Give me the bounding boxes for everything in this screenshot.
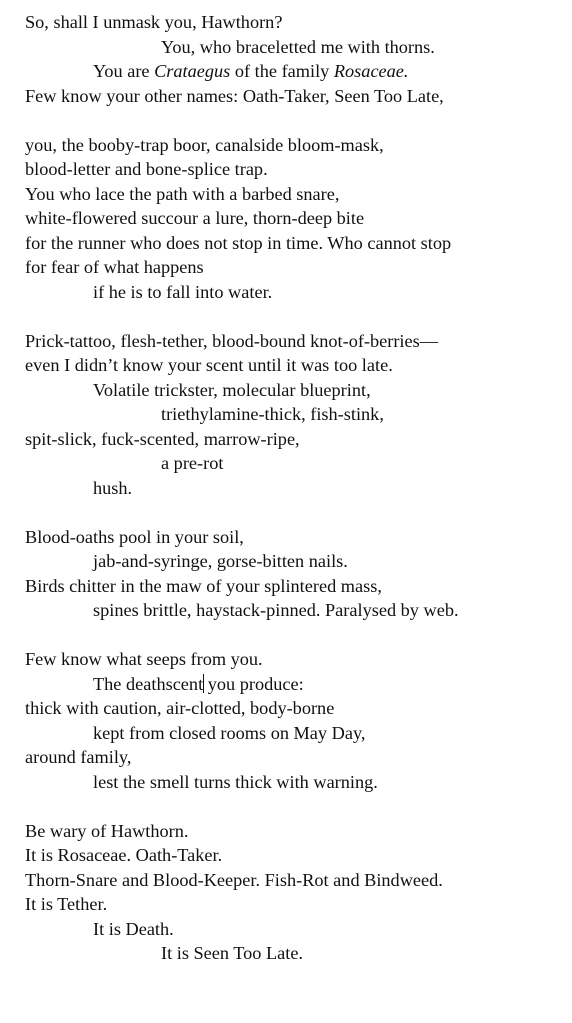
line-text: The deathscent	[93, 673, 204, 694]
poem-line	[25, 451, 570, 476]
line-text: for fear of what happens	[25, 257, 204, 277]
poem-line	[25, 231, 570, 256]
line-text: spines brittle, haystack-pinned. Paralysed by web.	[93, 600, 459, 620]
line-text: You, who braceletted me with thorns.	[161, 36, 435, 57]
poem-line	[25, 402, 570, 427]
poem-line	[25, 745, 570, 770]
line-text: You who lace the path with a barbed snare,	[25, 183, 340, 204]
line-text: lest the smell turns thick with warning.	[93, 771, 378, 792]
line-text: It is Seen Too Late.	[161, 943, 304, 963]
poem-line	[25, 868, 570, 893]
stanza	[25, 525, 570, 623]
poem-line	[25, 206, 570, 231]
stanza-break	[25, 304, 570, 329]
stanza-break	[25, 500, 570, 525]
poem-line	[25, 182, 570, 207]
poem-line	[25, 329, 570, 354]
line-text: you, the booby-trap boor, canalside bloom-mask,	[25, 134, 384, 155]
poem-line	[25, 941, 570, 966]
poem-line	[25, 598, 570, 623]
poem-line	[25, 672, 570, 697]
poem-line	[25, 843, 570, 868]
poem-line	[25, 353, 570, 378]
poem-line	[25, 35, 570, 60]
line-text: spit-slick, fuck-scented, marrow-ripe,	[25, 428, 300, 449]
poem-line	[25, 378, 570, 403]
poem-line	[25, 525, 570, 550]
line-text: kept from closed rooms on May Day,	[93, 722, 366, 743]
poem-line	[25, 59, 570, 84]
italic-term: Rosaceae.	[333, 61, 409, 81]
poem-line	[25, 770, 570, 795]
line-text: It is Death.	[93, 918, 174, 939]
stanza-break	[25, 623, 570, 648]
line-text: triethylamine-thick, fish-stink,	[161, 404, 384, 424]
poem-line	[25, 721, 570, 746]
line-text: Prick-tattoo, flesh-tether, blood-bound knot-of-berries—	[25, 330, 439, 351]
poem-line	[25, 255, 570, 280]
line-text: Few know your other names: Oath-Taker, Seen Too Late,	[25, 85, 444, 106]
line-text: Blood-oaths pool in your soil,	[25, 526, 244, 547]
line-text: you produce:	[203, 673, 304, 694]
line-text: jab-and-syringe, gorse-bitten nails.	[93, 551, 348, 571]
line-text: even I didn’t know your scent until it was too late.	[25, 355, 393, 375]
stanza	[25, 819, 570, 966]
poem-line	[25, 427, 570, 452]
line-text: So, shall I unmask you, Hawthorn?	[25, 12, 283, 32]
line-text: of the family	[230, 61, 334, 81]
poem-body	[25, 10, 570, 966]
poem-line	[25, 549, 570, 574]
stanza	[25, 10, 570, 108]
poem-line	[25, 476, 570, 501]
line-text: Birds chitter in the maw of your splintered mass,	[25, 575, 382, 596]
line-text: a pre-rot	[161, 453, 224, 473]
poem-line	[25, 84, 570, 109]
stanza	[25, 647, 570, 794]
poem-line	[25, 280, 570, 305]
line-text: if he is to fall into water.	[93, 281, 273, 302]
poem-line	[25, 819, 570, 844]
poem-line	[25, 917, 570, 942]
line-text: Few know what seeps from you.	[25, 649, 263, 669]
line-text: around family,	[25, 747, 132, 767]
poem-line	[25, 10, 570, 35]
stanza	[25, 133, 570, 305]
poem-line	[25, 696, 570, 721]
poem-line	[25, 574, 570, 599]
line-text: thick with caution, air-clotted, body-borne	[25, 698, 335, 718]
stanza	[25, 329, 570, 501]
line-text: for the runner who does not stop in time. Who cannot stop	[25, 232, 452, 253]
line-text: Volatile trickster, molecular blueprint,	[93, 379, 371, 400]
stanza-break	[25, 108, 570, 133]
line-text: white-flowered succour a lure, thorn-deep bite	[25, 208, 365, 228]
line-text: It is Tether.	[25, 894, 108, 914]
stanza-break	[25, 794, 570, 819]
poem-line	[25, 892, 570, 917]
poem-line	[25, 647, 570, 672]
line-text: Be wary of Hawthorn.	[25, 820, 189, 841]
italic-term: Crataegus	[154, 61, 231, 81]
line-text: Thorn-Snare and Blood-Keeper. Fish-Rot and Bindweed.	[25, 869, 443, 890]
poem-line	[25, 157, 570, 182]
line-text: You are	[93, 61, 155, 81]
line-text: It is Rosaceae. Oath-Taker.	[25, 845, 223, 865]
line-text: blood-letter and bone-splice trap.	[25, 159, 268, 179]
line-text: hush.	[93, 477, 133, 498]
poem-line	[25, 133, 570, 158]
